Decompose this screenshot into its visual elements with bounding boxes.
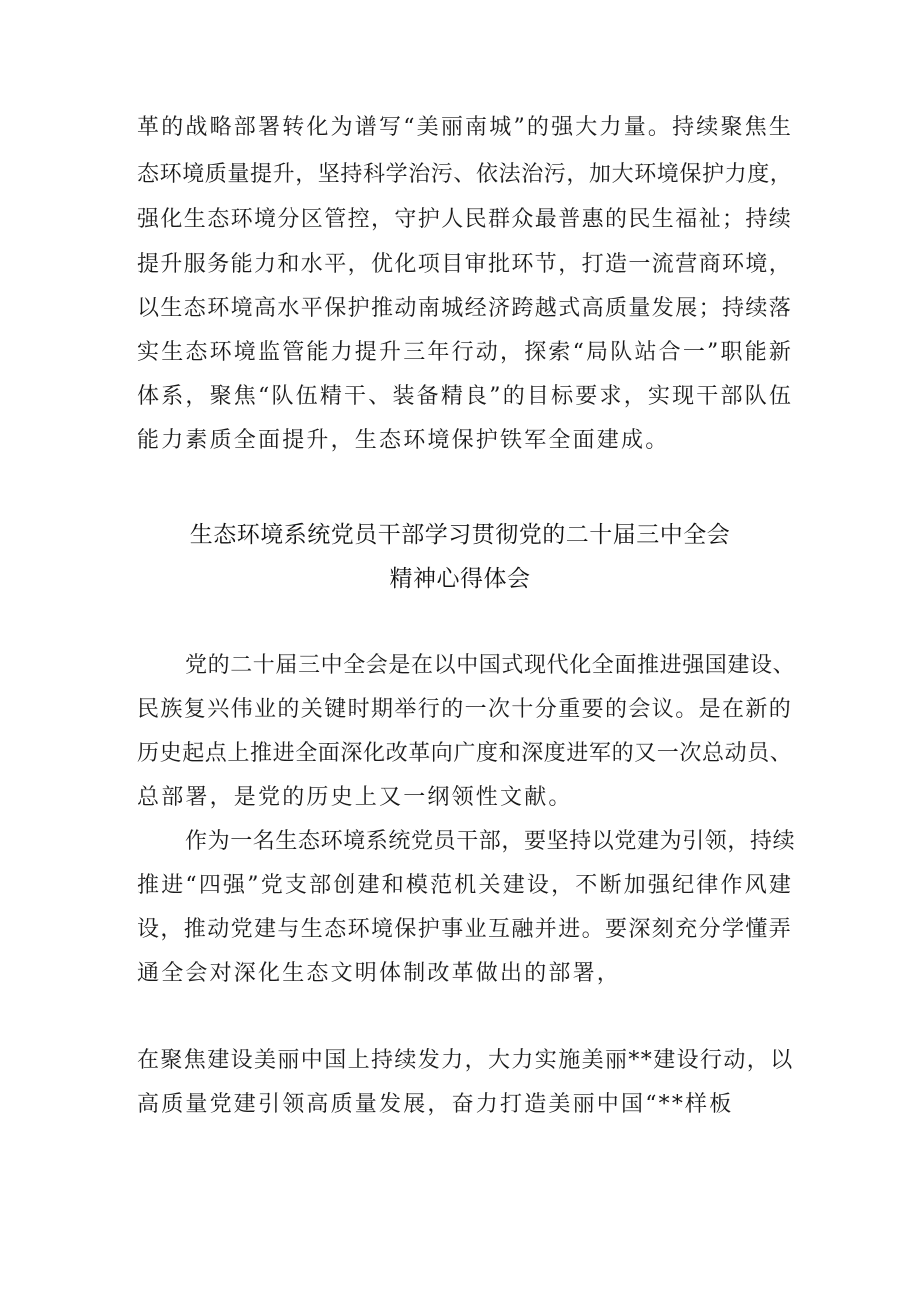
text-line: 民族复兴伟业的关键时期举行的一次十分重要的会议。是在新的 bbox=[137, 697, 793, 722]
text-line: 能力素质全面提升，生态环境保护铁军全面建成。 bbox=[137, 428, 670, 453]
heading-line-2: 精神心得体会 bbox=[389, 566, 531, 592]
text-line: 作为一名生态环境系统党员干部，要坚持以党建为引领，持续 bbox=[185, 829, 796, 854]
text-line: 体系，聚焦“队伍精干、装备精良”的目标要求，实现干部队伍 bbox=[137, 384, 794, 409]
text-line: 高质量党建引领高质量发展，奋力打造美丽中国“**样板 bbox=[137, 1092, 734, 1117]
text-line: 在聚焦建设美丽中国上持续发力，大力实施美丽**建设行动，以 bbox=[137, 1048, 794, 1073]
text-line: 历史起点上推进全面深化改革向广度和深度进军的又一次总动员、 bbox=[137, 741, 793, 766]
text-line: 党的二十届三中全会是在以中国式现代化全面推进强国建设、 bbox=[185, 653, 796, 678]
text-line: 总部署，是党的历史上又一纲领性文献。 bbox=[137, 785, 573, 810]
text-line: 推进“四强”党支部创建和模范机关建设，不断加强纪律作风建 bbox=[137, 873, 794, 898]
text-line: 提升服务能力和水平，优化项目审批环节，打造一流营商环境， bbox=[137, 252, 793, 277]
text-line: 通全会对深化生态文明体制改革做出的部署， bbox=[137, 961, 622, 986]
text-line: 实生态环境监管能力提升三年行动，探索“局队站合一”职能新 bbox=[137, 340, 794, 365]
text-line: 以生态环境高水平保护推动南城经济跨越式高质量发展；持续落 bbox=[137, 296, 793, 321]
text-line: 态环境质量提升，坚持科学治污、依法治污，加大环境保护力度， bbox=[137, 162, 793, 187]
text-line: 设，推动党建与生态环境保护事业互融并进。要深刻充分学懂弄 bbox=[137, 917, 793, 942]
text-line: 革的战略部署转化为谱写“美丽南城”的强大力量。持续聚焦生 bbox=[137, 115, 794, 140]
heading-line-1: 生态环境系统党员干部学习贯彻党的二十届三中全会 bbox=[189, 522, 731, 548]
text-line: 强化生态环境分区管控，守护人民群众最普惠的民生福祉；持续 bbox=[137, 207, 793, 232]
